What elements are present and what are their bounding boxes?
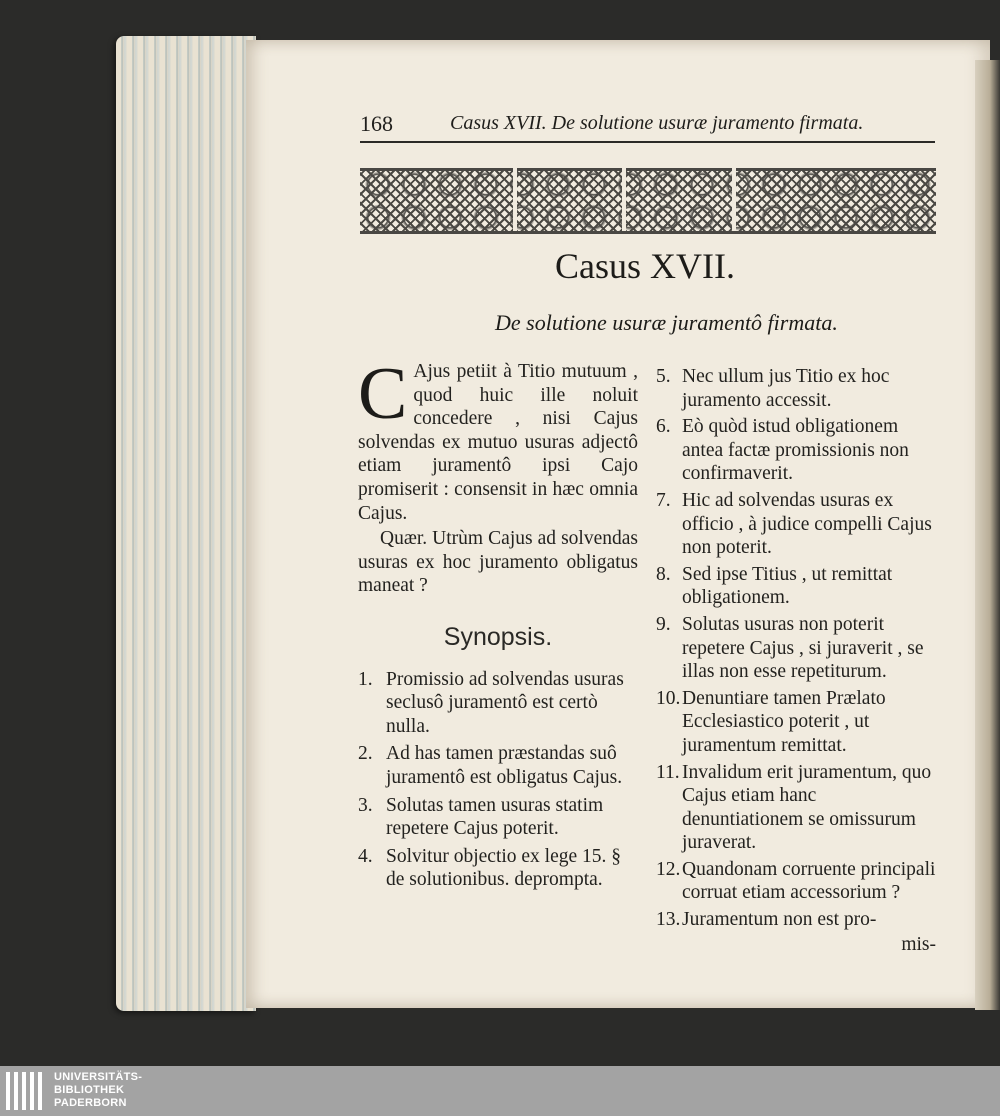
synopsis-item bbox=[656, 563, 938, 610]
synopsis-item bbox=[358, 845, 638, 892]
library-name-line: BIBLIOTHEK bbox=[54, 1084, 125, 1096]
item-text: Solvitur objectio ex lege 15. § de solutionibus. deprompta. bbox=[386, 845, 622, 891]
item-text: Juramentum non est pro- bbox=[682, 909, 877, 931]
page-number: 168 bbox=[360, 111, 393, 136]
ornamental-band bbox=[360, 168, 936, 234]
item-number: 10. bbox=[656, 687, 681, 709]
item-text: Nec ullum jus Titio ex hoc juramento accessit. bbox=[682, 366, 890, 411]
library-logo-icon bbox=[6, 1072, 48, 1110]
item-number: 2. bbox=[358, 743, 373, 765]
catchword: mis- bbox=[901, 933, 936, 955]
library-name bbox=[54, 1071, 142, 1110]
item-number: 8. bbox=[656, 563, 671, 585]
ornament-divider bbox=[513, 168, 517, 234]
item-text: Eò quòd istud obligationem antea factæ promissionis non confirmaverit. bbox=[682, 416, 909, 485]
synopsis-heading: Synopsis. bbox=[443, 622, 553, 651]
synopsis-item bbox=[656, 613, 938, 684]
synopsis-item bbox=[358, 794, 638, 841]
item-number: 1. bbox=[358, 668, 373, 690]
item-text: Denuntiare tamen Prælato Ecclesiastico poterit , ut juramentum remittat. bbox=[682, 687, 886, 756]
synopsis-item bbox=[656, 365, 938, 412]
item-text: Invalidum erit juramentum, quo Cajus etiam hanc denuntiationem se omissurum juraverat. bbox=[682, 761, 932, 854]
running-head bbox=[360, 111, 935, 143]
item-number: 12. bbox=[656, 858, 681, 880]
item-number: 13. bbox=[656, 909, 681, 931]
case-text: Ajus petiit à Titio mutuum , quod huic ille noluit concedere , nisi Cajus solvendas ex mutuo usuras adjectô etiam juramentô ipsi Cajo promiserit : consensit in hæc omnia Cajus. bbox=[358, 361, 638, 524]
item-text: Solutas tamen usuras statim repetere Cajus poterit. bbox=[386, 794, 604, 840]
synopsis-item bbox=[656, 761, 938, 855]
synopsis-item bbox=[656, 489, 938, 560]
item-text: Promissio ad solvendas usuras seclusô juramentô est certò nulla. bbox=[386, 668, 624, 737]
item-text: Ad has tamen præstandas suô juramentô est obligatus Cajus. bbox=[386, 743, 623, 788]
item-text: Sed ipse Titius , ut remittat obligationem. bbox=[682, 563, 893, 609]
library-name-line: UNIVERSITÄTS- bbox=[54, 1071, 143, 1083]
synopsis-item bbox=[656, 687, 938, 758]
item-number: 7. bbox=[656, 489, 671, 511]
right-column bbox=[656, 365, 938, 956]
facing-page-edge bbox=[975, 60, 1000, 1010]
library-name-line: PADERBORN bbox=[54, 1097, 127, 1109]
synopsis-item bbox=[656, 415, 938, 486]
drop-cap: C bbox=[358, 353, 408, 435]
synopsis-item bbox=[358, 668, 638, 739]
item-text: Hic ad solvendas usuras ex officio , à judice compelli Cajus non poterit. bbox=[682, 489, 932, 559]
chapter-subtitle: De solutione usuræ juramentô firmata. bbox=[495, 310, 838, 335]
item-text: Solutas usuras non poterit repetere Cajus , si juraverit , se illas non esse repetiturum. bbox=[682, 613, 924, 683]
chapter-title: Casus XVII. bbox=[555, 246, 735, 286]
item-text: Quandonam corruente principali corruat etiam accessorium ? bbox=[682, 858, 936, 904]
case-question: Quær. Utrùm Cajus ad solvendas usuras ex hoc juramento obligatus maneat ? bbox=[358, 528, 638, 597]
item-number: 4. bbox=[358, 845, 373, 867]
item-number: 5. bbox=[656, 366, 671, 387]
item-number: 3. bbox=[358, 794, 373, 816]
ornament-divider bbox=[622, 168, 626, 234]
left-column bbox=[358, 353, 638, 896]
synopsis-item bbox=[656, 858, 938, 905]
item-number: 11. bbox=[656, 761, 680, 783]
synopsis-item bbox=[358, 742, 638, 789]
item-number: 6. bbox=[656, 416, 671, 438]
running-title: Casus XVII. De solutione usuræ juramento firmata. bbox=[450, 112, 864, 134]
case-statement bbox=[358, 353, 638, 525]
item-number: 9. bbox=[656, 613, 671, 635]
synopsis-item bbox=[656, 908, 938, 932]
page-edges bbox=[116, 36, 256, 1011]
ornament-divider bbox=[732, 168, 736, 234]
library-footer bbox=[0, 1066, 1000, 1116]
